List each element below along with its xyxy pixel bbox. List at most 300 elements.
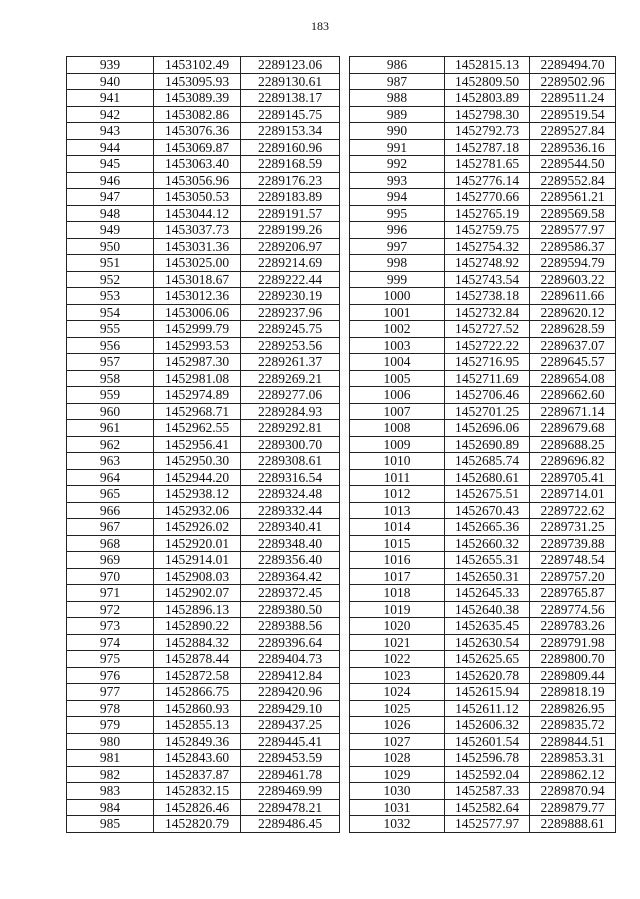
y-coordinate-cell: 2289199.26 [241,222,340,239]
y-coordinate-cell: 2289835.72 [530,717,616,734]
y-coordinate-cell: 2289300.70 [241,436,340,453]
point-number-cell: 966 [67,502,154,519]
point-number-cell: 1032 [350,816,445,833]
point-number-cell: 1012 [350,486,445,503]
x-coordinate-cell: 1452781.65 [445,156,530,173]
table-row [350,57,616,74]
y-coordinate-cell: 2289611.66 [530,288,616,305]
point-number-cell: 970 [67,568,154,585]
point-number-cell: 975 [67,651,154,668]
x-coordinate-cell: 1453037.73 [154,222,241,239]
table-row [350,618,616,635]
table-row [350,667,616,684]
table-row [67,370,340,387]
x-coordinate-cell: 1452962.55 [154,420,241,437]
point-number-cell: 988 [350,90,445,107]
y-coordinate-cell: 2289308.61 [241,453,340,470]
y-coordinate-cell: 2289230.19 [241,288,340,305]
table-row [67,502,340,519]
y-coordinate-cell: 2289628.59 [530,321,616,338]
point-number-cell: 1013 [350,502,445,519]
table-row [350,288,616,305]
point-number-cell: 983 [67,783,154,800]
point-number-cell: 945 [67,156,154,173]
table-row [350,90,616,107]
table-row [350,271,616,288]
table-row [350,783,616,800]
y-coordinate-cell: 2289594.79 [530,255,616,272]
table-row [350,469,616,486]
point-number-cell: 941 [67,90,154,107]
point-number-cell: 948 [67,205,154,222]
table-row [350,255,616,272]
y-coordinate-cell: 2289261.37 [241,354,340,371]
y-coordinate-cell: 2289292.81 [241,420,340,437]
y-coordinate-cell: 2289138.17 [241,90,340,107]
table-row [350,337,616,354]
point-number-cell: 1020 [350,618,445,635]
y-coordinate-cell: 2289714.01 [530,486,616,503]
table-row [350,123,616,140]
point-number-cell: 1030 [350,783,445,800]
table-row [350,766,616,783]
x-coordinate-cell: 1452837.87 [154,766,241,783]
table-row [67,106,340,123]
table-row [67,255,340,272]
table-row [350,370,616,387]
table-row [67,535,340,552]
table-row [67,73,340,90]
y-coordinate-cell: 2289818.19 [530,684,616,701]
point-number-cell: 1029 [350,766,445,783]
point-number-cell: 1011 [350,469,445,486]
y-coordinate-cell: 2289176.23 [241,172,340,189]
table-row [67,717,340,734]
table-row [350,403,616,420]
x-coordinate-cell: 1452826.46 [154,799,241,816]
point-number-cell: 976 [67,667,154,684]
coordinate-table-left [66,56,340,833]
x-coordinate-cell: 1453044.12 [154,205,241,222]
y-coordinate-cell: 2289662.60 [530,387,616,404]
point-number-cell: 959 [67,387,154,404]
x-coordinate-cell: 1452596.78 [445,750,530,767]
y-coordinate-cell: 2289237.96 [241,304,340,321]
point-number-cell: 1018 [350,585,445,602]
table-row [350,139,616,156]
point-number-cell: 939 [67,57,154,74]
point-number-cell: 999 [350,271,445,288]
table-row [350,189,616,206]
table-row [350,799,616,816]
table-row [67,139,340,156]
table-row [350,436,616,453]
table-row [67,321,340,338]
x-coordinate-cell: 1452738.18 [445,288,530,305]
page-number: 183 [311,19,329,33]
table-row [350,205,616,222]
y-coordinate-cell: 2289269.21 [241,370,340,387]
point-number-cell: 998 [350,255,445,272]
point-number-cell: 950 [67,238,154,255]
point-number-cell: 978 [67,700,154,717]
point-number-cell: 1022 [350,651,445,668]
x-coordinate-cell: 1453069.87 [154,139,241,156]
point-number-cell: 968 [67,535,154,552]
y-coordinate-cell: 2289879.77 [530,799,616,816]
x-coordinate-cell: 1452716.95 [445,354,530,371]
x-coordinate-cell: 1452860.93 [154,700,241,717]
y-coordinate-cell: 2289191.57 [241,205,340,222]
x-coordinate-cell: 1452770.66 [445,189,530,206]
y-coordinate-cell: 2289145.75 [241,106,340,123]
y-coordinate-cell: 2289561.21 [530,189,616,206]
point-number-cell: 994 [350,189,445,206]
y-coordinate-cell: 2289453.59 [241,750,340,767]
point-number-cell: 1007 [350,403,445,420]
x-coordinate-cell: 1452920.01 [154,535,241,552]
x-coordinate-cell: 1452896.13 [154,601,241,618]
point-number-cell: 980 [67,733,154,750]
point-number-cell: 943 [67,123,154,140]
y-coordinate-cell: 2289544.50 [530,156,616,173]
table-row [350,519,616,536]
y-coordinate-cell: 2289324.48 [241,486,340,503]
y-coordinate-cell: 2289809.44 [530,667,616,684]
x-coordinate-cell: 1453076.36 [154,123,241,140]
table-row [350,156,616,173]
y-coordinate-cell: 2289519.54 [530,106,616,123]
point-number-cell: 1019 [350,601,445,618]
y-coordinate-cell: 2289696.82 [530,453,616,470]
x-coordinate-cell: 1452582.64 [445,799,530,816]
point-number-cell: 1027 [350,733,445,750]
x-coordinate-cell: 1452914.01 [154,552,241,569]
x-coordinate-cell: 1452993.53 [154,337,241,354]
x-coordinate-cell: 1452690.89 [445,436,530,453]
table-row [67,288,340,305]
x-coordinate-cell: 1452754.32 [445,238,530,255]
table-row [67,172,340,189]
y-coordinate-cell: 2289160.96 [241,139,340,156]
table-row [67,271,340,288]
point-number-cell: 949 [67,222,154,239]
point-number-cell: 1009 [350,436,445,453]
point-number-cell: 985 [67,816,154,833]
x-coordinate-cell: 1452680.61 [445,469,530,486]
table-row [350,304,616,321]
point-number-cell: 991 [350,139,445,156]
y-coordinate-cell: 2289380.50 [241,601,340,618]
table-row [67,552,340,569]
table-row [350,222,616,239]
point-number-cell: 984 [67,799,154,816]
point-number-cell: 973 [67,618,154,635]
point-number-cell: 993 [350,172,445,189]
x-coordinate-cell: 1452615.94 [445,684,530,701]
x-coordinate-cell: 1453031.36 [154,238,241,255]
table-row [67,618,340,635]
y-coordinate-cell: 2289277.06 [241,387,340,404]
point-number-cell: 969 [67,552,154,569]
table-row [350,453,616,470]
y-coordinate-cell: 2289853.31 [530,750,616,767]
point-number-cell: 1006 [350,387,445,404]
table-row [350,651,616,668]
table-row [350,585,616,602]
table-row [350,73,616,90]
y-coordinate-cell: 2289603.22 [530,271,616,288]
y-coordinate-cell: 2289536.16 [530,139,616,156]
table-row [67,420,340,437]
x-coordinate-cell: 1452792.73 [445,123,530,140]
x-coordinate-cell: 1453082.86 [154,106,241,123]
table-row [67,816,340,833]
x-coordinate-cell: 1452787.18 [445,139,530,156]
x-coordinate-cell: 1452711.69 [445,370,530,387]
y-coordinate-cell: 2289222.44 [241,271,340,288]
x-coordinate-cell: 1452601.54 [445,733,530,750]
x-coordinate-cell: 1452630.54 [445,634,530,651]
y-coordinate-cell: 2289429.10 [241,700,340,717]
table-row [67,585,340,602]
point-number-cell: 1004 [350,354,445,371]
x-coordinate-cell: 1452606.32 [445,717,530,734]
x-coordinate-cell: 1452587.33 [445,783,530,800]
x-coordinate-cell: 1452650.31 [445,568,530,585]
x-coordinate-cell: 1452902.07 [154,585,241,602]
x-coordinate-cell: 1452620.78 [445,667,530,684]
x-coordinate-cell: 1452743.54 [445,271,530,288]
x-coordinate-cell: 1452890.22 [154,618,241,635]
table-row [350,172,616,189]
y-coordinate-cell: 2289284.93 [241,403,340,420]
table-row [67,156,340,173]
y-coordinate-cell: 2289420.96 [241,684,340,701]
x-coordinate-cell: 1452675.51 [445,486,530,503]
y-coordinate-cell: 2289722.62 [530,502,616,519]
point-number-cell: 1010 [350,453,445,470]
x-coordinate-cell: 1453025.00 [154,255,241,272]
x-coordinate-cell: 1452696.06 [445,420,530,437]
y-coordinate-cell: 2289502.96 [530,73,616,90]
y-coordinate-cell: 2289130.61 [241,73,340,90]
point-number-cell: 996 [350,222,445,239]
x-coordinate-cell: 1452974.89 [154,387,241,404]
y-coordinate-cell: 2289577.97 [530,222,616,239]
y-coordinate-cell: 2289654.08 [530,370,616,387]
y-coordinate-cell: 2289739.88 [530,535,616,552]
x-coordinate-cell: 1453102.49 [154,57,241,74]
point-number-cell: 958 [67,370,154,387]
table-row [67,469,340,486]
point-number-cell: 981 [67,750,154,767]
y-coordinate-cell: 2289478.21 [241,799,340,816]
point-number-cell: 951 [67,255,154,272]
x-coordinate-cell: 1452908.03 [154,568,241,585]
y-coordinate-cell: 2289679.68 [530,420,616,437]
point-number-cell: 963 [67,453,154,470]
x-coordinate-cell: 1452759.75 [445,222,530,239]
point-number-cell: 952 [67,271,154,288]
x-coordinate-cell: 1453012.36 [154,288,241,305]
y-coordinate-cell: 2289253.56 [241,337,340,354]
x-coordinate-cell: 1452878.44 [154,651,241,668]
table-row [350,486,616,503]
y-coordinate-cell: 2289364.42 [241,568,340,585]
x-coordinate-cell: 1452592.04 [445,766,530,783]
table-row [67,700,340,717]
coordinate-table-body [67,57,340,833]
y-coordinate-cell: 2289765.87 [530,585,616,602]
x-coordinate-cell: 1452670.43 [445,502,530,519]
table-row [67,403,340,420]
point-number-cell: 967 [67,519,154,536]
point-number-cell: 1005 [350,370,445,387]
point-number-cell: 946 [67,172,154,189]
x-coordinate-cell: 1452635.45 [445,618,530,635]
table-row [350,535,616,552]
point-number-cell: 995 [350,205,445,222]
point-number-cell: 1021 [350,634,445,651]
point-number-cell: 1026 [350,717,445,734]
x-coordinate-cell: 1452938.12 [154,486,241,503]
y-coordinate-cell: 2289783.26 [530,618,616,635]
y-coordinate-cell: 2289791.98 [530,634,616,651]
table-row [67,799,340,816]
point-number-cell: 955 [67,321,154,338]
table-row [67,634,340,651]
y-coordinate-cell: 2289388.56 [241,618,340,635]
x-coordinate-cell: 1453006.06 [154,304,241,321]
point-number-cell: 971 [67,585,154,602]
x-coordinate-cell: 1452926.02 [154,519,241,536]
point-number-cell: 1025 [350,700,445,717]
x-coordinate-cell: 1452843.60 [154,750,241,767]
y-coordinate-cell: 2289569.58 [530,205,616,222]
point-number-cell: 956 [67,337,154,354]
x-coordinate-cell: 1453063.40 [154,156,241,173]
x-coordinate-cell: 1452872.58 [154,667,241,684]
point-number-cell: 944 [67,139,154,156]
y-coordinate-cell: 2289688.25 [530,436,616,453]
x-coordinate-cell: 1452685.74 [445,453,530,470]
x-coordinate-cell: 1452944.20 [154,469,241,486]
table-row [67,337,340,354]
table-row [350,684,616,701]
point-number-cell: 977 [67,684,154,701]
x-coordinate-cell: 1452701.25 [445,403,530,420]
table-row [350,601,616,618]
x-coordinate-cell: 1452655.31 [445,552,530,569]
table-row [350,700,616,717]
y-coordinate-cell: 2289183.89 [241,189,340,206]
table-row [350,387,616,404]
x-coordinate-cell: 1452765.19 [445,205,530,222]
table-row [67,123,340,140]
table-row [350,568,616,585]
point-number-cell: 962 [67,436,154,453]
table-row [67,387,340,404]
y-coordinate-cell: 2289245.75 [241,321,340,338]
table-row [350,552,616,569]
y-coordinate-cell: 2289445.41 [241,733,340,750]
y-coordinate-cell: 2289486.45 [241,816,340,833]
x-coordinate-cell: 1452932.06 [154,502,241,519]
y-coordinate-cell: 2289494.70 [530,57,616,74]
x-coordinate-cell: 1452748.92 [445,255,530,272]
y-coordinate-cell: 2289870.94 [530,783,616,800]
y-coordinate-cell: 2289888.61 [530,816,616,833]
y-coordinate-cell: 2289552.84 [530,172,616,189]
x-coordinate-cell: 1452803.89 [445,90,530,107]
x-coordinate-cell: 1452956.41 [154,436,241,453]
point-number-cell: 982 [67,766,154,783]
table-row [67,750,340,767]
point-number-cell: 960 [67,403,154,420]
table-row [350,634,616,651]
y-coordinate-cell: 2289206.97 [241,238,340,255]
point-number-cell: 990 [350,123,445,140]
x-coordinate-cell: 1452820.79 [154,816,241,833]
point-number-cell: 961 [67,420,154,437]
y-coordinate-cell: 2289586.37 [530,238,616,255]
y-coordinate-cell: 2289748.54 [530,552,616,569]
table-row [67,684,340,701]
table-row [67,57,340,74]
point-number-cell: 953 [67,288,154,305]
table-row [67,667,340,684]
x-coordinate-cell: 1452866.75 [154,684,241,701]
table-row [67,222,340,239]
point-number-cell: 947 [67,189,154,206]
point-number-cell: 1001 [350,304,445,321]
y-coordinate-cell: 2289340.41 [241,519,340,536]
y-coordinate-cell: 2289461.78 [241,766,340,783]
x-coordinate-cell: 1452706.46 [445,387,530,404]
table-row [67,568,340,585]
point-number-cell: 1017 [350,568,445,585]
y-coordinate-cell: 2289637.07 [530,337,616,354]
x-coordinate-cell: 1452625.65 [445,651,530,668]
x-coordinate-cell: 1453056.96 [154,172,241,189]
x-coordinate-cell: 1452849.36 [154,733,241,750]
table-row [350,717,616,734]
y-coordinate-cell: 2289671.14 [530,403,616,420]
x-coordinate-cell: 1452809.50 [445,73,530,90]
y-coordinate-cell: 2289844.51 [530,733,616,750]
x-coordinate-cell: 1452855.13 [154,717,241,734]
table-row [67,486,340,503]
point-number-cell: 1031 [350,799,445,816]
x-coordinate-cell: 1453050.53 [154,189,241,206]
coordinate-table-body [350,57,616,833]
table-row [350,420,616,437]
table-row [67,304,340,321]
table-row [67,453,340,470]
x-coordinate-cell: 1452660.32 [445,535,530,552]
x-coordinate-cell: 1452665.36 [445,519,530,536]
y-coordinate-cell: 2289469.99 [241,783,340,800]
table-row [350,502,616,519]
point-number-cell: 964 [67,469,154,486]
table-row [67,354,340,371]
y-coordinate-cell: 2289800.70 [530,651,616,668]
y-coordinate-cell: 2289372.45 [241,585,340,602]
table-row [350,238,616,255]
point-number-cell: 989 [350,106,445,123]
table-row [67,238,340,255]
